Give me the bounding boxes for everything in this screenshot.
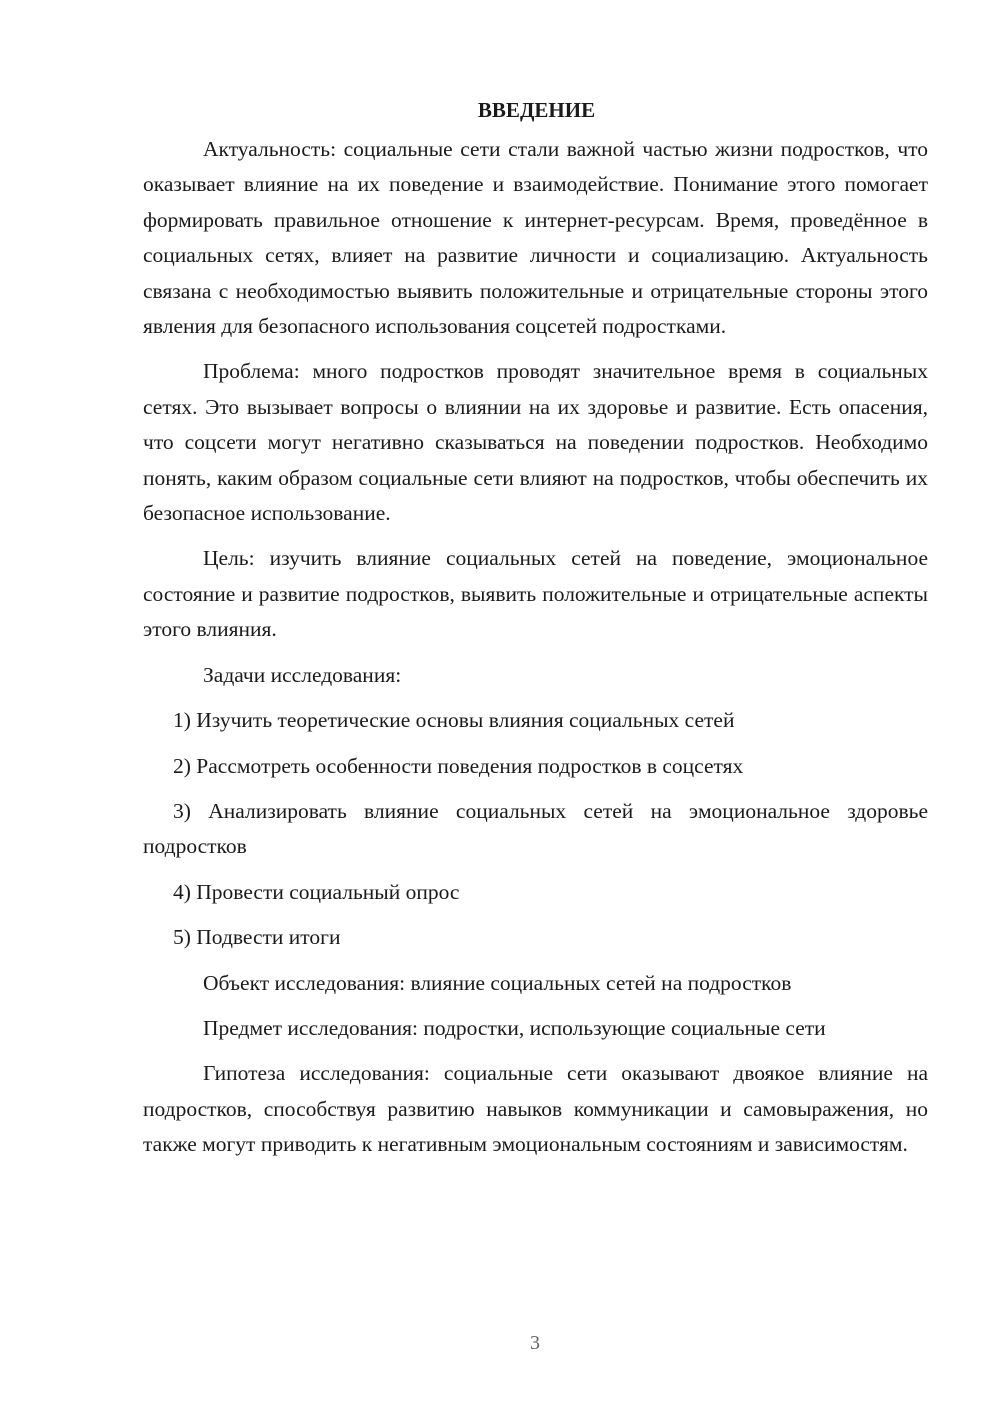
relevance-paragraph: Актуальность: социальные сети стали важной частью жизни подростков, что оказывает влияние на их поведение и взаимодействие. Понимание этого помогает формировать правильное отношение к интернет-ресурсам. Время, проведённое в социальных сетях, влияет на развитие личности и социализацию. Актуальность связана с необходимостью выявить положительные и отрицательные стороны этого явления для безопасного использования соцсетей подростками.	[143, 137, 928, 339]
page-title: ВВЕДЕНИЕ	[477, 98, 596, 122]
task-item-5: 5) Подвести итоги	[173, 925, 341, 950]
goal-paragraph: Цель: изучить влияние социальных сетей на поведение, эмоциональное состояние и развитие подростков, выявить положительные и отрицательные аспекты этого влияния.	[143, 546, 928, 642]
task-item-3: 3) Анализировать влияние социальных сетей на эмоциональное здоровье подростков	[143, 798, 928, 859]
task-item-4: 4) Провести социальный опрос	[173, 879, 460, 904]
task-item-2: 2) Рассмотреть особенности поведения подростков в соцсетях	[173, 753, 744, 778]
problem-paragraph: Проблема: много подростков проводят значительное время в социальных сетях. Это вызывает вопросы о влиянии на их здоровье и развитие. Есть опасения, что соцсети могут негативно сказываться на поведении подростков. Необходимо понять, каким образом социальные сети влияют на подростков, чтобы обеспечить их безопасное использование.	[143, 359, 928, 526]
hypothesis-paragraph: Гипотеза исследования: социальные сети оказывают двоякое влияние на подростков, способствуя развитию навыков коммуникации и самовыражения, но также могут приводить к негативным эмоциональным состояниям и зависимостям.	[143, 1061, 928, 1157]
tasks-heading: Задачи исследования:	[203, 662, 402, 687]
task-item-1: 1) Изучить теоретические основы влияния социальных сетей	[173, 708, 735, 733]
page-content	[143, 92, 928, 1173]
object-paragraph: Объект исследования: влияние социальных сетей на подростков	[203, 970, 792, 995]
page-number: 3	[530, 1332, 540, 1354]
subject-paragraph: Предмет исследования: подростки, использующие социальные сети	[203, 1015, 826, 1040]
